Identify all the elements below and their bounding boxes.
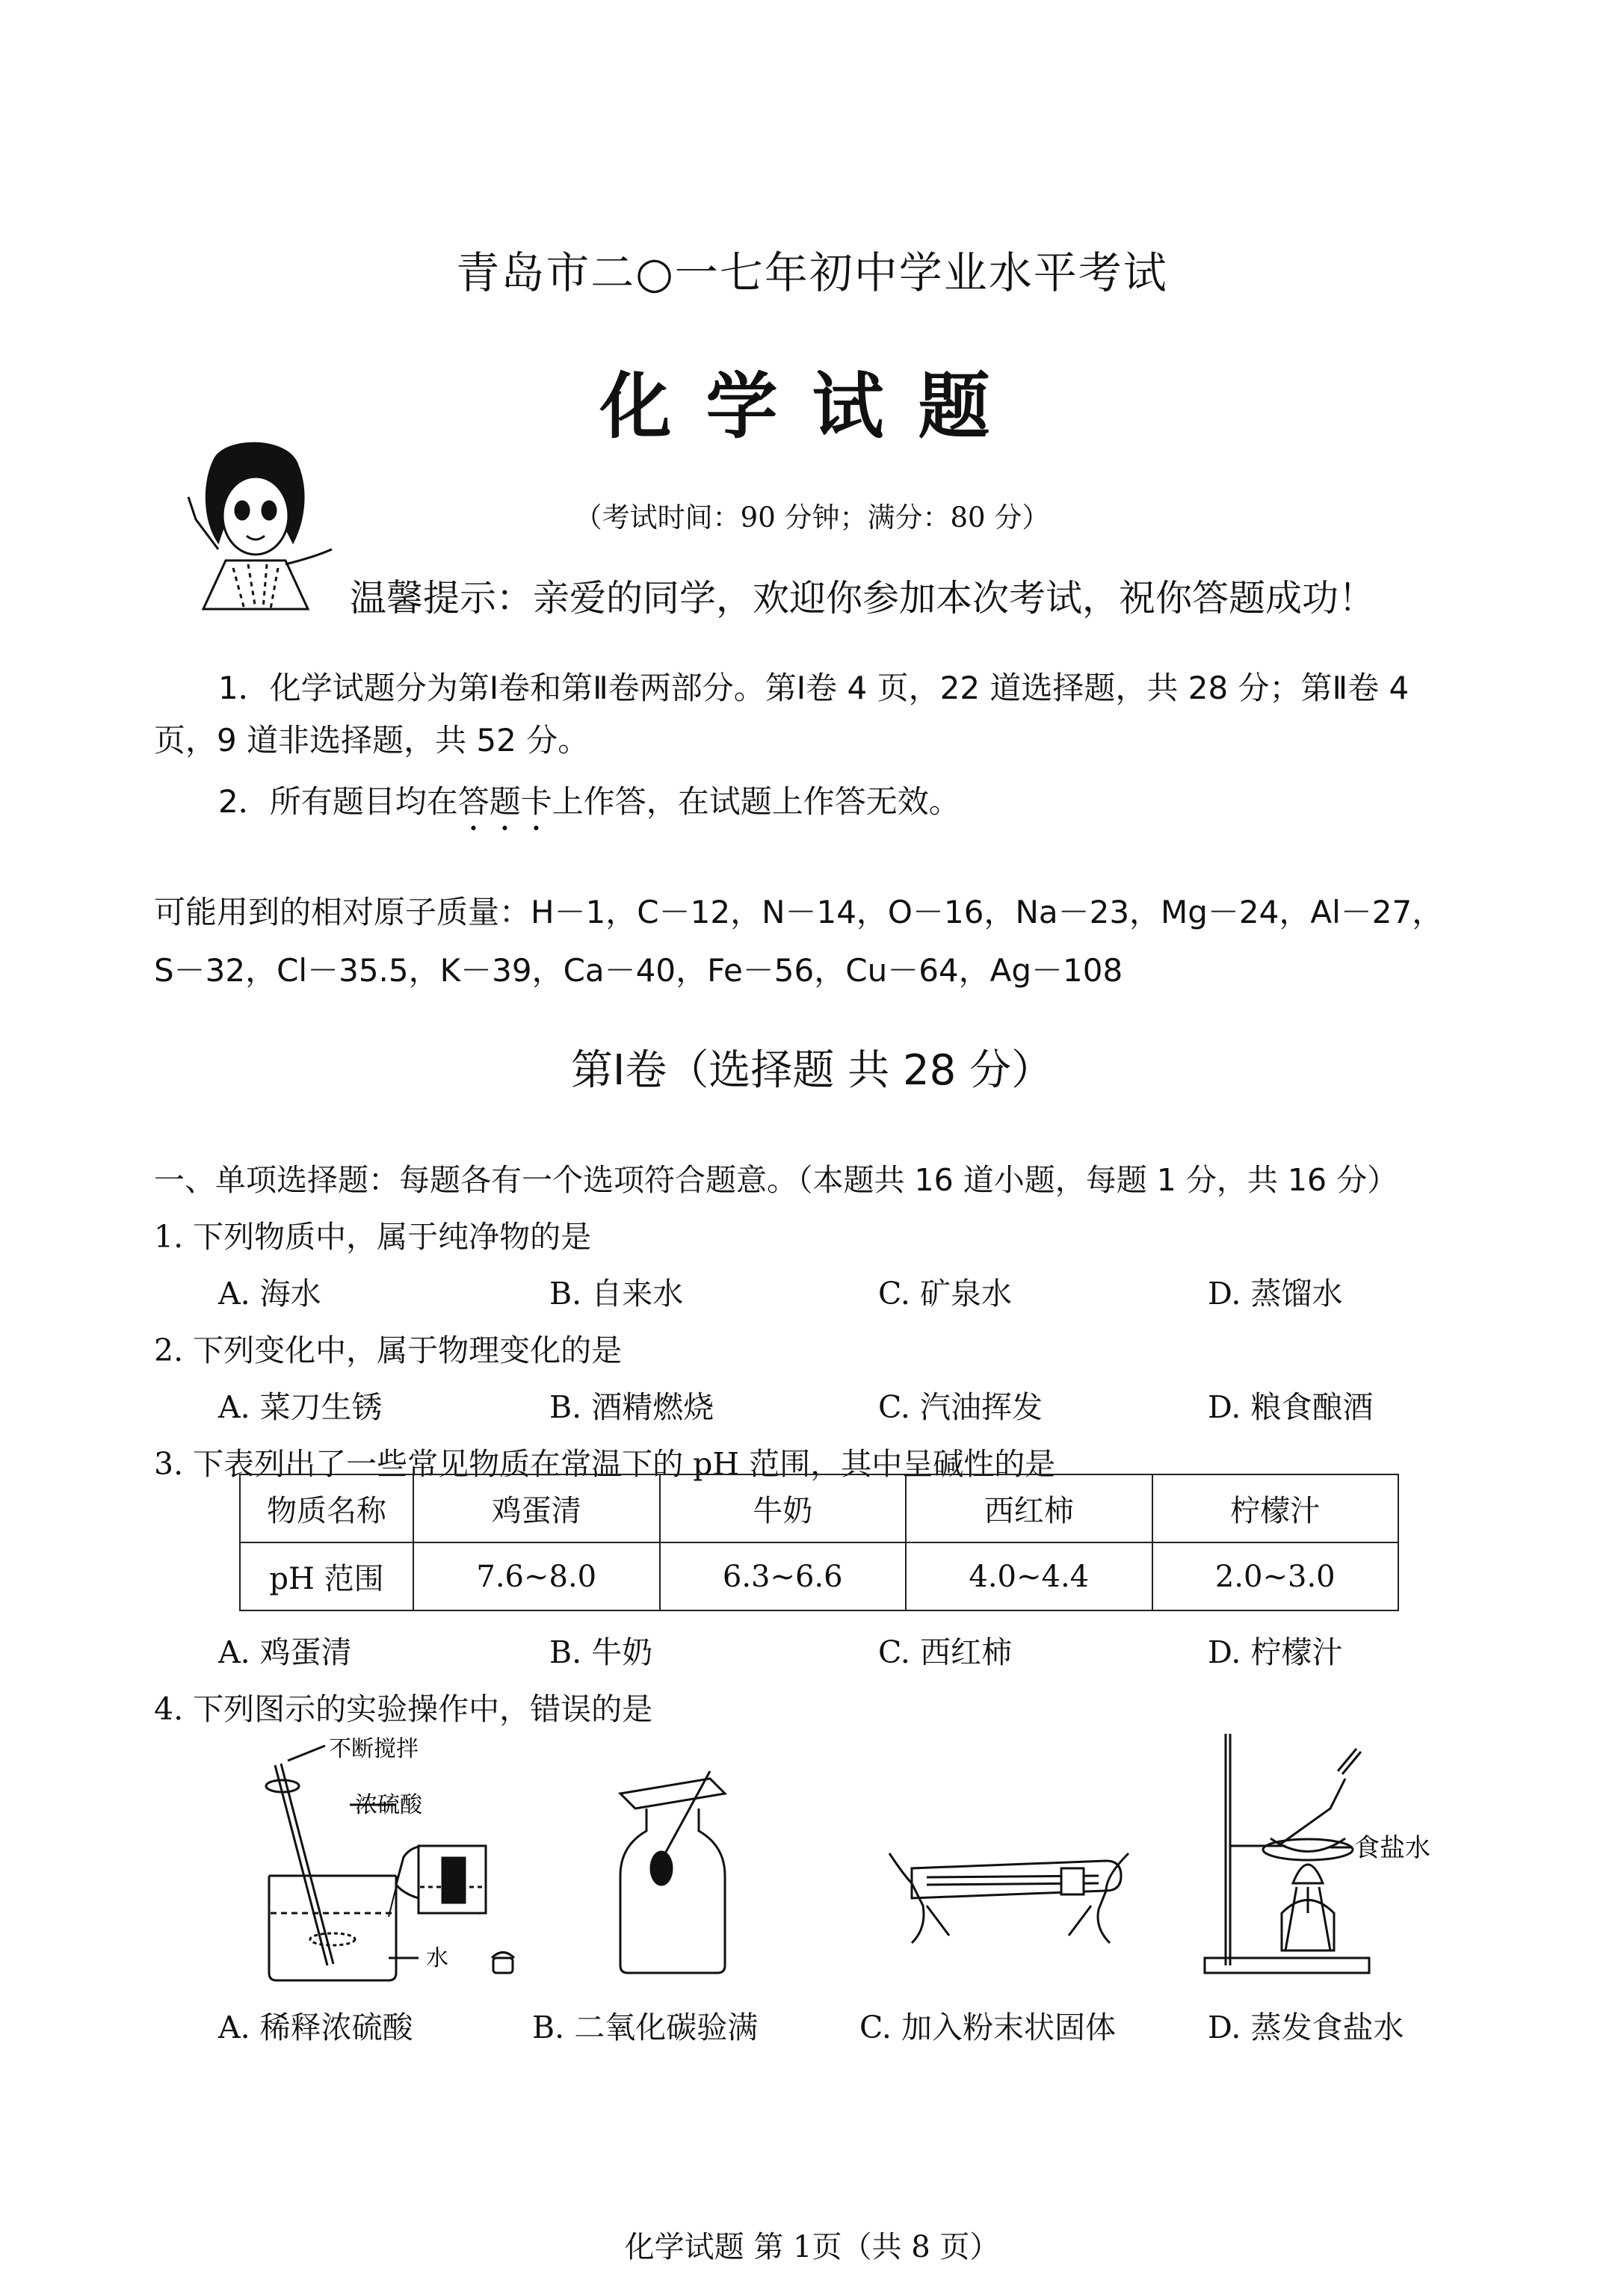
q1-option-b: B. 自来水 — [549, 1276, 684, 1312]
note-2 — [218, 777, 960, 838]
subject-title: 化学试题 — [599, 365, 1025, 448]
q3-option-c: C. 西红柿 — [878, 1634, 1012, 1670]
atomic-masses-line-2: S－32，Cl－35.5，K－39，Ca－40，Fe－56，Cu－64，Ag－108 — [154, 952, 1123, 989]
ph-table — [239, 1474, 1399, 1611]
note-2-after: 上作答，在试题上作答无效。 — [552, 783, 960, 820]
ph-table-cell: 7.6~8.0 — [413, 1542, 660, 1610]
section-1-title: 第Ⅰ卷（选择题 共 28 分） — [570, 1046, 1054, 1095]
ph-table-cell: pH 范围 — [240, 1542, 413, 1610]
ph-table-row — [240, 1542, 1398, 1610]
note-1-line-2: 页，9 道非选择题，共 52 分。 — [154, 722, 590, 759]
ph-table-header: 牛奶 — [660, 1474, 907, 1542]
ph-table-header: 物质名称 — [240, 1474, 413, 1542]
q1-option-a: A. 海水 — [218, 1276, 321, 1312]
exam-title: 青岛市二○一七年初中学业水平考试 — [456, 247, 1168, 298]
q2-option-c: C. 汽油挥发 — [878, 1389, 1043, 1425]
question-1-stem: 1. 下列物质中，属于纯净物的是 — [154, 1219, 592, 1255]
ph-table-cell: 4.0~4.4 — [906, 1542, 1152, 1610]
ph-table-header-row — [240, 1474, 1398, 1542]
ph-table-header: 柠檬汁 — [1152, 1474, 1399, 1542]
label-stir: 不断搅拌 — [329, 1736, 419, 1762]
figure-co2-full-test — [605, 1764, 740, 1980]
question-2-stem: 2. 下列变化中，属于物理变化的是 — [154, 1332, 623, 1368]
ph-table-header: 西红柿 — [906, 1474, 1152, 1542]
note-1-line-1: 1．化学试题分为第Ⅰ卷和第Ⅱ卷两部分。第Ⅰ卷 4 页，22 道选择题，共 28 分；第Ⅱ卷 4 — [218, 670, 1410, 706]
atomic-masses-line-1: 可能用到的相对原子质量：H－1，C－12，N－14，O－16，Na－23，Mg－24，Al－27， — [154, 894, 1444, 930]
note-2-emphasis: 答题卡 — [457, 783, 552, 820]
q3-option-d: D. 柠檬汁 — [1208, 1634, 1343, 1670]
q2-option-d: D. 粮食酿酒 — [1208, 1389, 1374, 1425]
q4-option-d: D. 蒸发食盐水 — [1208, 2010, 1404, 2045]
q1-option-d: D. 蒸馏水 — [1208, 1276, 1343, 1312]
label-water: 水 — [426, 1945, 448, 1971]
part-1-heading: 一、单项选择题：每题各有一个选项符合题意。（本题共 16 道小题，每题 1 分，共 16 分） — [154, 1162, 1398, 1198]
q3-option-b: B. 牛奶 — [549, 1634, 653, 1670]
page-footer: 化学试题 第 1页（共 8 页） — [624, 2230, 1000, 2264]
q4-option-a: A. 稀释浓硫酸 — [218, 2010, 413, 2045]
question-3-stem: 3. 下表列出了一些常见物质在常温下的 pH 范围，其中呈碱性的是 — [154, 1446, 1056, 1482]
greeting-tip: 温馨提示：亲爱的同学，欢迎你参加本次考试，祝你答题成功！ — [350, 577, 1376, 620]
figure-evaporate-salt-water — [1196, 1726, 1480, 1980]
ph-table-header: 鸡蛋清 — [413, 1474, 660, 1542]
exam-info: （考试时间：90 分钟；满分：80 分） — [574, 501, 1050, 534]
q2-option-a: A. 菜刀生锈 — [218, 1389, 383, 1425]
q2-option-b: B. 酒精燃烧 — [549, 1389, 714, 1425]
q4-option-b: B. 二氧化碳验满 — [532, 2010, 759, 2045]
label-concentrated-acid: 浓硫酸 — [355, 1792, 422, 1818]
note-2-before: 2．所有题目均在 — [218, 783, 458, 820]
q1-option-c: C. 矿泉水 — [878, 1276, 1012, 1312]
label-salt-water: 食盐水 — [1354, 1833, 1430, 1863]
ph-table-cell: 2.0~3.0 — [1152, 1542, 1399, 1610]
question-4-stem: 4. 下列图示的实验操作中，错误的是 — [154, 1691, 653, 1727]
figure-add-powder — [882, 1823, 1136, 1950]
ph-table-cell: 6.3~6.6 — [660, 1542, 907, 1610]
q4-option-c: C. 加入粉末状固体 — [859, 2010, 1116, 2045]
q3-option-a: A. 鸡蛋清 — [218, 1634, 352, 1670]
figure-dilute-acid — [254, 1734, 553, 1988]
